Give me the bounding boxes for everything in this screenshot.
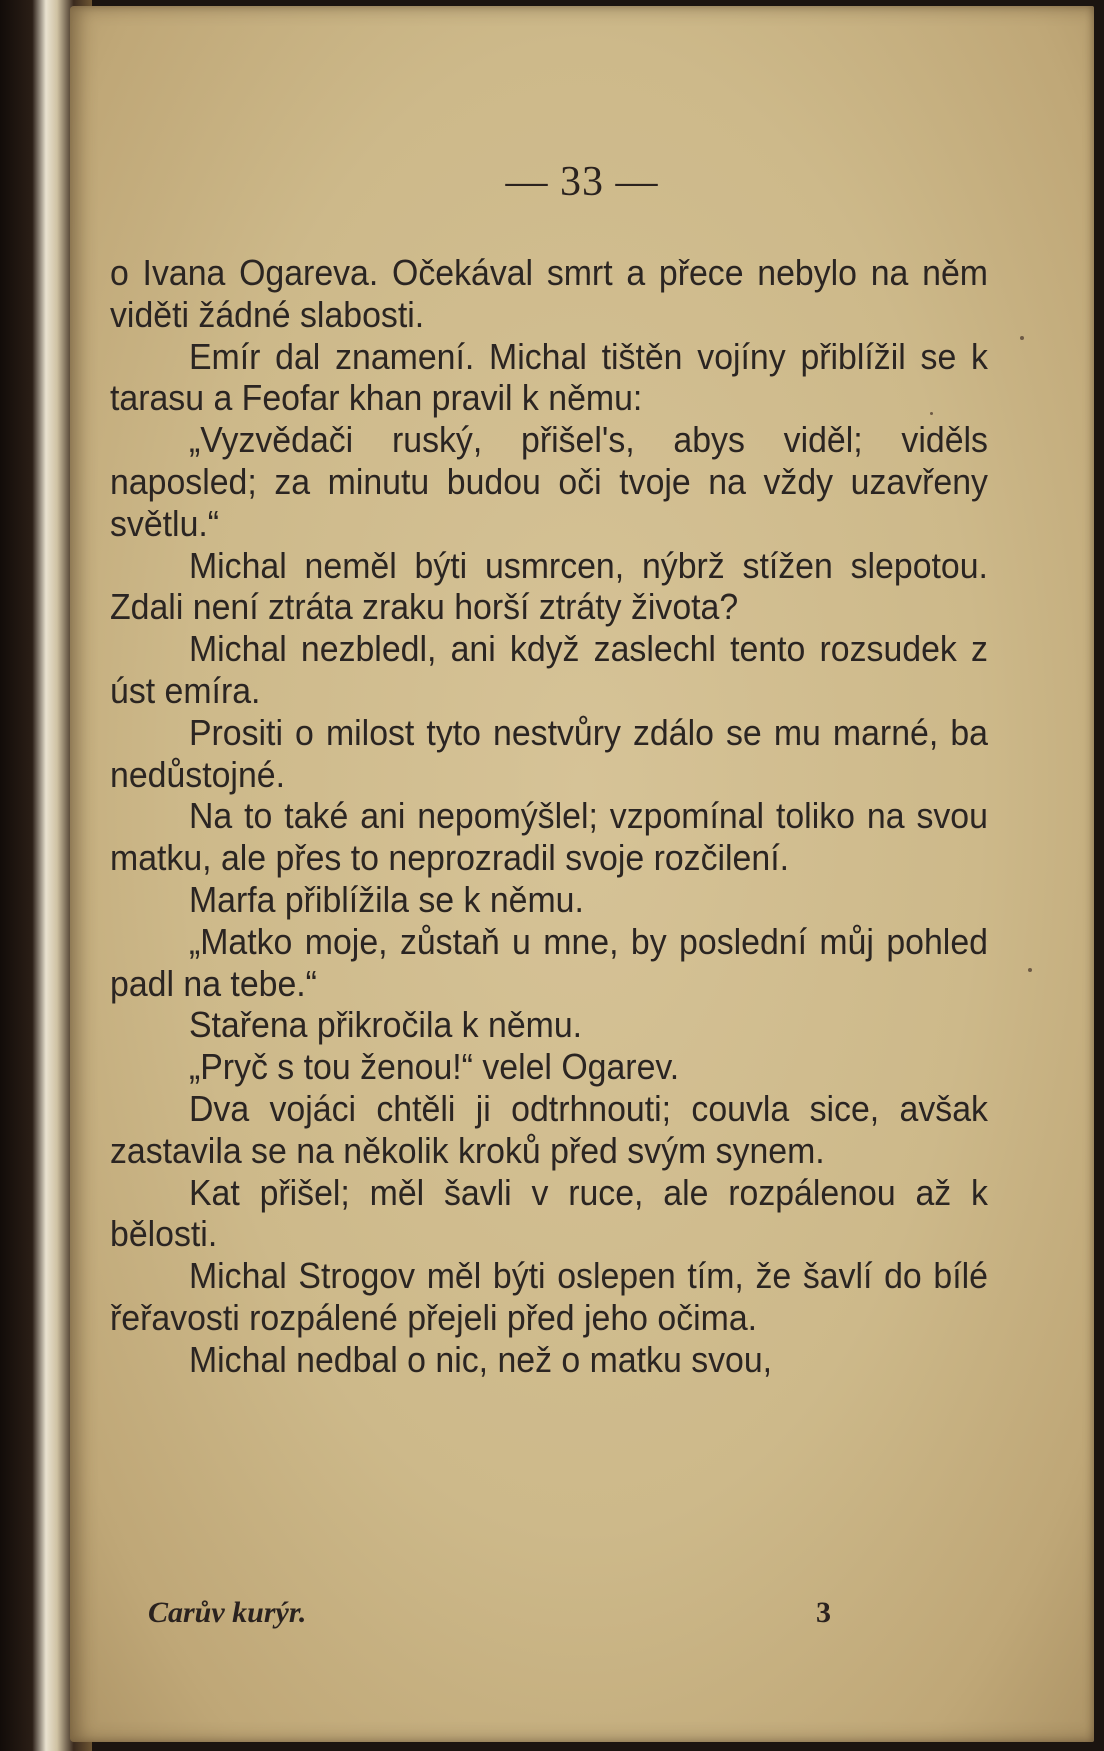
paragraph: „Matko moje, zůstaň u mne, by poslední můj pohled padl na tebe.“ [110, 920, 988, 1004]
paragraph: Na to také ani nepomýšlel; vzpomínal toliko na svou matku, ale přes to neprozradil svoje rozčilení. [110, 795, 988, 879]
page-footer [70, 1596, 1094, 1646]
paragraph: Emír dal znamení. Michal tištěn vojíny přiblížil se k tarasu a Feofar khan pravil k němu: [110, 335, 988, 419]
paragraph: „Vyzvědači ruský, přišel's, abys viděl; viděls naposled; za minutu budou oči tvoje na vždy uzavřeny světlu.“ [110, 419, 988, 544]
paragraph: Michal nedbal o nic, než o matku svou, [188, 1338, 773, 1380]
paragraph: Dva vojáci chtěli ji odtrhnouti; couvla sice, avšak zastavila se na několik kroků před svým synem. [110, 1087, 988, 1171]
page-number: — 33 — [505, 159, 659, 205]
paragraph: Kat přišel; měl šavli v ruce, ale rozpálenou až k bělosti. [110, 1171, 988, 1255]
paragraph: Michal neměl býti usmrcen, nýbrž stížen slepotou. Zdali není ztráta zraku horší ztráty života? [110, 544, 988, 628]
paragraph: Michal nezbledl, ani když zaslechl tento rozsudek z úst emíra. [110, 628, 988, 711]
paragraph: Michal Strogov měl býti oslepen tím, že šavlí do bílé řeřavosti rozpálené přejeli před jeho očima. [110, 1255, 988, 1338]
footer-book-title: Carův kurýr. [148, 1596, 307, 1629]
paper-speck [1020, 336, 1024, 340]
body-text [110, 252, 988, 1381]
paragraph: o Ivana Ogareva. Očekával smrt a přece nebylo na něm viděti žádné slabosti. [110, 252, 988, 335]
paper-speck [930, 412, 933, 415]
paragraph: Stařena přikročila k němu. [188, 1004, 583, 1046]
paragraph: Prositi o milost tyto nestvůry zdálo se mu marné, ba nedůstojné. [110, 711, 988, 795]
paper-speck [1028, 968, 1032, 972]
paragraph: „Pryč s tou ženou!“ velel Ogarev. [188, 1046, 680, 1088]
footer-signature-mark: 3 [816, 1596, 831, 1629]
paragraph: Marfa přiblížila se k němu. [188, 878, 584, 920]
book-page [70, 6, 1094, 1742]
